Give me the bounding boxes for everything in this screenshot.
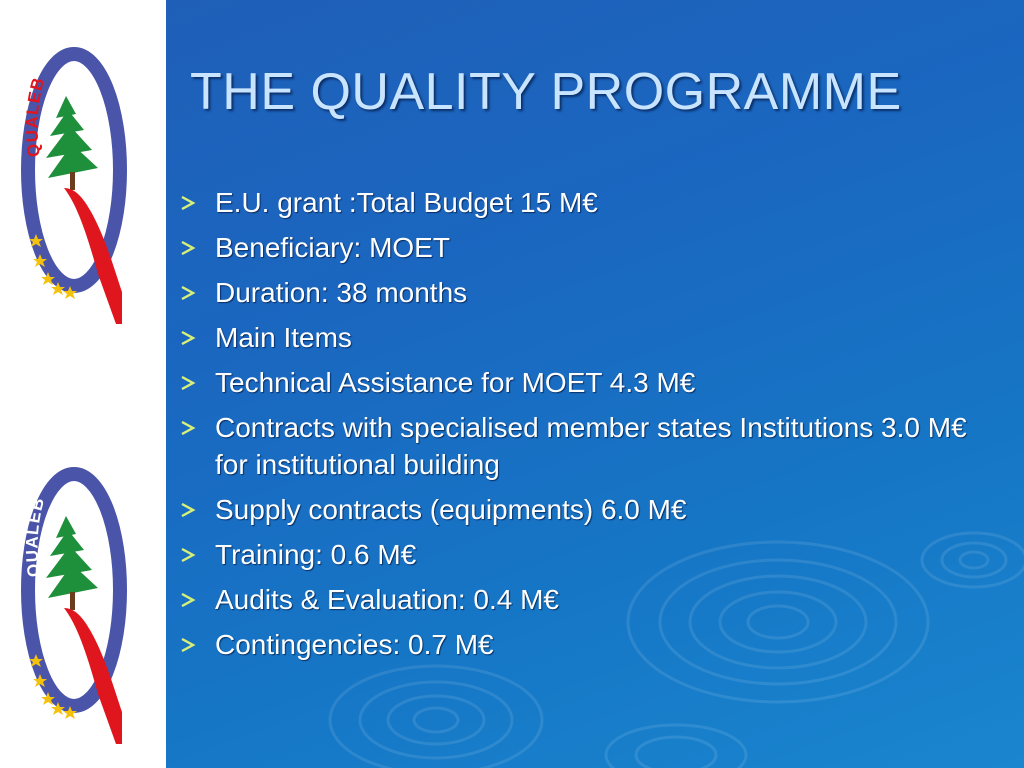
list-item: [180, 581, 1000, 618]
arrow-bullet-icon: [180, 241, 196, 255]
bullet-text: Supply contracts (equipments) 6.0 M€: [215, 494, 687, 525]
list-item: [180, 536, 1000, 573]
bullet-text: Main Items: [215, 322, 352, 353]
bullet-text: Technical Assistance for MOET 4.3 M€: [215, 367, 696, 398]
arrow-bullet-icon: [180, 331, 196, 345]
arrow-bullet-icon: [180, 196, 196, 210]
svg-text:QUALEB: [22, 495, 48, 578]
bullet-text: Audits & Evaluation: 0.4 M€: [215, 584, 559, 615]
bullet-list: [180, 184, 1000, 671]
list-item: [180, 229, 1000, 266]
arrow-bullet-icon: [180, 503, 196, 517]
bullet-text: E.U. grant :Total Budget 15 M€: [215, 187, 598, 218]
qualeb-logo-icon: [18, 458, 130, 748]
list-item: [180, 491, 1000, 528]
list-item: [180, 184, 1000, 221]
qualeb-logo-icon: [18, 38, 130, 328]
list-item: [180, 409, 1000, 483]
arrow-bullet-icon: [180, 421, 196, 435]
logo-text-qualeb: QUALEB: [22, 74, 49, 159]
bullet-text: Duration: 38 months: [215, 277, 468, 308]
list-item: [180, 626, 1000, 663]
list-item: [180, 319, 1000, 356]
list-item: [180, 274, 1000, 311]
bullet-text: Training: 0.6 M€: [215, 539, 417, 570]
arrow-bullet-icon: [180, 593, 196, 607]
logo-text-qualeb: QUALEB: [22, 494, 49, 579]
bullet-text: Contracts with specialised member states Institutions 3.0 M€ for institutional building: [215, 412, 967, 480]
slide-title: THE QUALITY PROGRAMME: [190, 63, 902, 121]
arrow-bullet-icon: [180, 376, 196, 390]
arrow-bullet-icon: [180, 638, 196, 652]
arrow-bullet-icon: [180, 548, 196, 562]
bullet-text: Contingencies: 0.7 M€: [215, 629, 494, 660]
list-item: [180, 364, 1000, 401]
svg-text:QUALEB: [22, 75, 48, 158]
arrow-bullet-icon: [180, 286, 196, 300]
logo-panel: [0, 0, 166, 768]
bullet-text: Beneficiary: MOET: [215, 232, 450, 263]
